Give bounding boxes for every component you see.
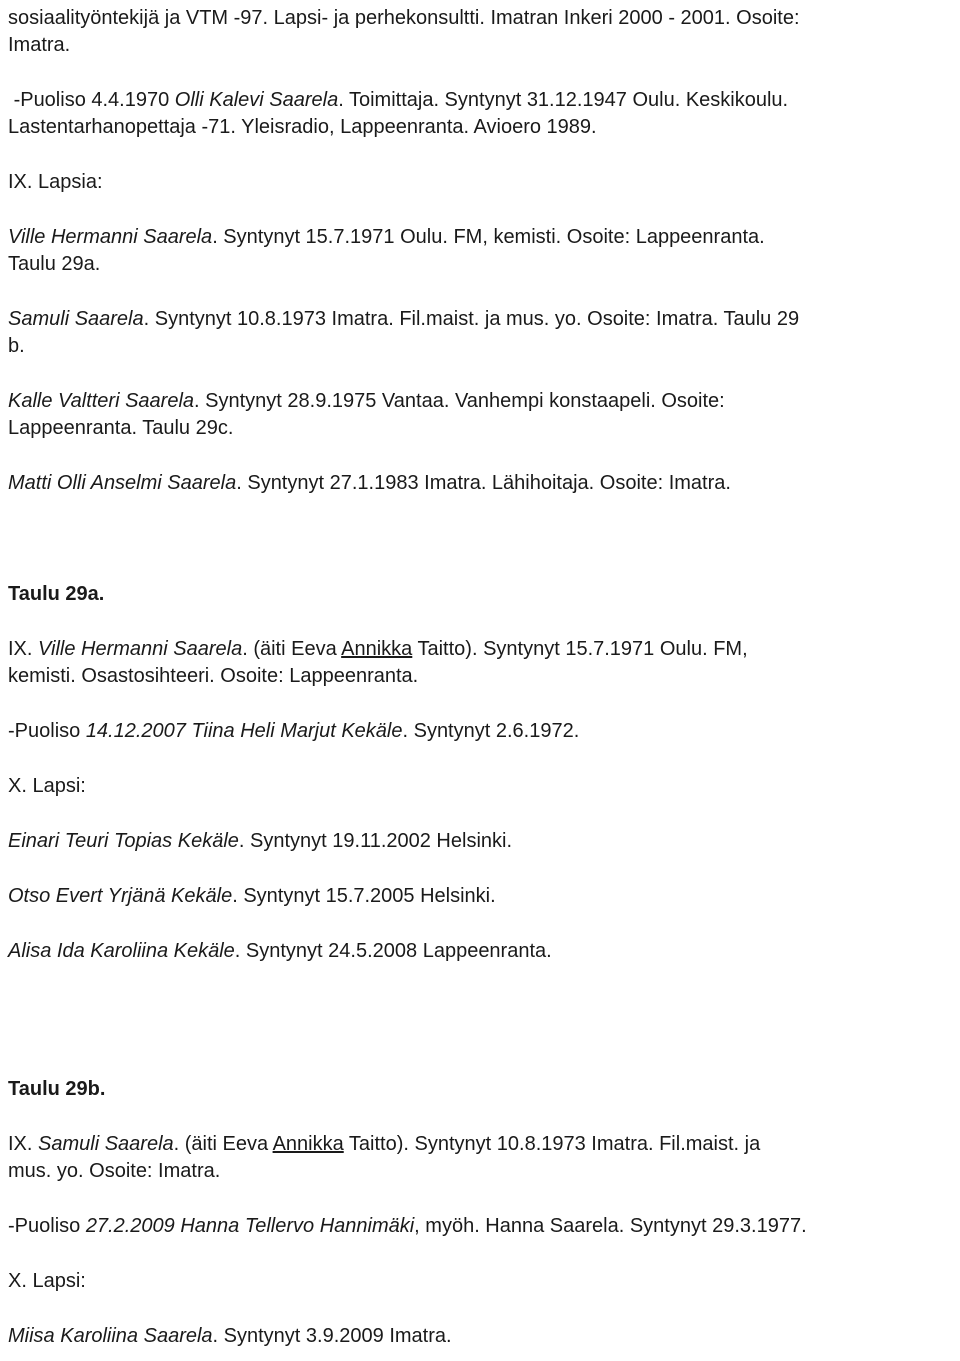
section-taulu-29a bbox=[8, 581, 954, 965]
child-line-cont: Lappeenranta. Taulu 29c. bbox=[8, 417, 234, 439]
section-taulu-29b bbox=[8, 1076, 954, 1350]
section-title: Taulu 29a. bbox=[8, 583, 105, 605]
child-details: . Syntynyt 10.8.1973 Imatra. Fil.maist. ja mus. yo. Osoite: Imatra. Taulu 29 bbox=[143, 308, 800, 330]
child-line bbox=[8, 470, 954, 497]
child-line-cont: b. bbox=[8, 335, 25, 357]
child-name: Samuli Saarela bbox=[8, 308, 144, 330]
spouse-prefix: -Puoliso bbox=[8, 1215, 86, 1237]
spouse-name: 14.12.2007 Tiina Heli Marjut Kekäle bbox=[85, 720, 403, 742]
child-name: Einari Teuri Topias Kekäle bbox=[8, 830, 239, 852]
person-name: Ville Hermanni Saarela bbox=[38, 638, 243, 660]
children-heading: X. Lapsi: bbox=[8, 775, 86, 797]
child-details: . Syntynyt 3.9.2009 Imatra. bbox=[212, 1325, 452, 1347]
text-line: sosiaalityöntekijä ja VTM -97. Lapsi- ja perhekonsultti. Imatran Inkeri 2000 - 2001. Osoite: bbox=[8, 7, 800, 29]
section-title: Taulu 29b. bbox=[8, 1078, 106, 1100]
spouse-line bbox=[8, 87, 954, 114]
child-name: Otso Evert Yrjänä Kekäle bbox=[8, 885, 233, 907]
child-name: Ville Hermanni Saarela bbox=[8, 226, 213, 248]
child-details: . Syntynyt 24.5.2008 Lappeenranta. bbox=[234, 940, 552, 962]
intro-line-cont: mus. yo. Osoite: Imatra. bbox=[8, 1160, 221, 1182]
generation-number: IX. bbox=[8, 638, 39, 660]
child-details: . Syntynyt 28.9.1975 Vantaa. Vanhempi konstaapeli. Osoite: bbox=[194, 390, 725, 412]
child-line bbox=[8, 306, 954, 333]
intro-details: Taitto). Syntynyt 15.7.1971 Oulu. FM, bbox=[412, 638, 748, 660]
child-entry bbox=[8, 470, 954, 497]
child-name: Alisa Ida Karoliina Kekäle bbox=[8, 940, 235, 962]
generation-number: IX. bbox=[8, 1133, 39, 1155]
child-line bbox=[8, 224, 954, 251]
child-entry bbox=[8, 388, 954, 442]
intro-text: . (äiti Eeva bbox=[173, 1133, 273, 1155]
spouse-line bbox=[8, 1213, 954, 1240]
child-name: Miisa Karoliina Saarela bbox=[8, 1325, 213, 1347]
spouse-details: . Syntynyt 2.6.1972. bbox=[402, 720, 580, 742]
intro-line bbox=[8, 1131, 954, 1158]
person-name: Samuli Saarela bbox=[38, 1133, 174, 1155]
children-heading: IX. Lapsia: bbox=[8, 171, 103, 193]
child-details: . Syntynyt 15.7.2005 Helsinki. bbox=[232, 885, 496, 907]
spouse-details: , myöh. Hanna Saarela. Syntynyt 29.3.1977. bbox=[414, 1215, 807, 1237]
child-name: Matti Olli Anselmi Saarela bbox=[8, 472, 237, 494]
child-details: . Syntynyt 15.7.1971 Oulu. FM, kemisti. Osoite: Lappeenranta. bbox=[212, 226, 765, 248]
intro-details: Taitto). Syntynyt 10.8.1973 Imatra. Fil.maist. ja bbox=[343, 1133, 761, 1155]
spouse-prefix: -Puoliso bbox=[8, 720, 86, 742]
underlined-name: Annikka bbox=[341, 638, 413, 660]
document-page bbox=[0, 5, 960, 1361]
text-line: Lastentarhanopettaja -71. Yleisradio, Lappeenranta. Avioero 1989. bbox=[8, 116, 597, 138]
child-entry bbox=[8, 224, 954, 278]
child-line-cont: Taulu 29a. bbox=[8, 253, 101, 275]
child-name: Kalle Valtteri Saarela bbox=[8, 390, 195, 412]
underlined-name: Annikka bbox=[272, 1133, 344, 1155]
child-details: . Syntynyt 19.11.2002 Helsinki. bbox=[238, 830, 513, 852]
child-details: . Syntynyt 27.1.1983 Imatra. Lähihoitaja. Osoite: Imatra. bbox=[236, 472, 731, 494]
spouse-details: . Toimittaja. Syntynyt 31.12.1947 Oulu. Keskikoulu. bbox=[338, 89, 789, 111]
section-previous-entry bbox=[8, 5, 954, 497]
child-line bbox=[8, 388, 954, 415]
spouse-line bbox=[8, 718, 954, 745]
spouse-prefix: -Puoliso 4.4.1970 bbox=[13, 89, 175, 111]
text-line: Imatra. bbox=[8, 34, 71, 56]
spouse-name: Olli Kalevi Saarela bbox=[174, 89, 339, 111]
spouse-name: 27.2.2009 Hanna Tellervo Hannimäki bbox=[85, 1215, 415, 1237]
child-line bbox=[8, 883, 954, 910]
intro-text: . (äiti Eeva bbox=[242, 638, 342, 660]
children-heading: X. Lapsi: bbox=[8, 1270, 86, 1292]
child-entry bbox=[8, 306, 954, 360]
child-line bbox=[8, 938, 954, 965]
intro-line bbox=[8, 636, 954, 663]
intro-line-cont: kemisti. Osastosihteeri. Osoite: Lappeenranta. bbox=[8, 665, 419, 687]
child-line bbox=[8, 1323, 954, 1350]
child-line bbox=[8, 828, 954, 855]
